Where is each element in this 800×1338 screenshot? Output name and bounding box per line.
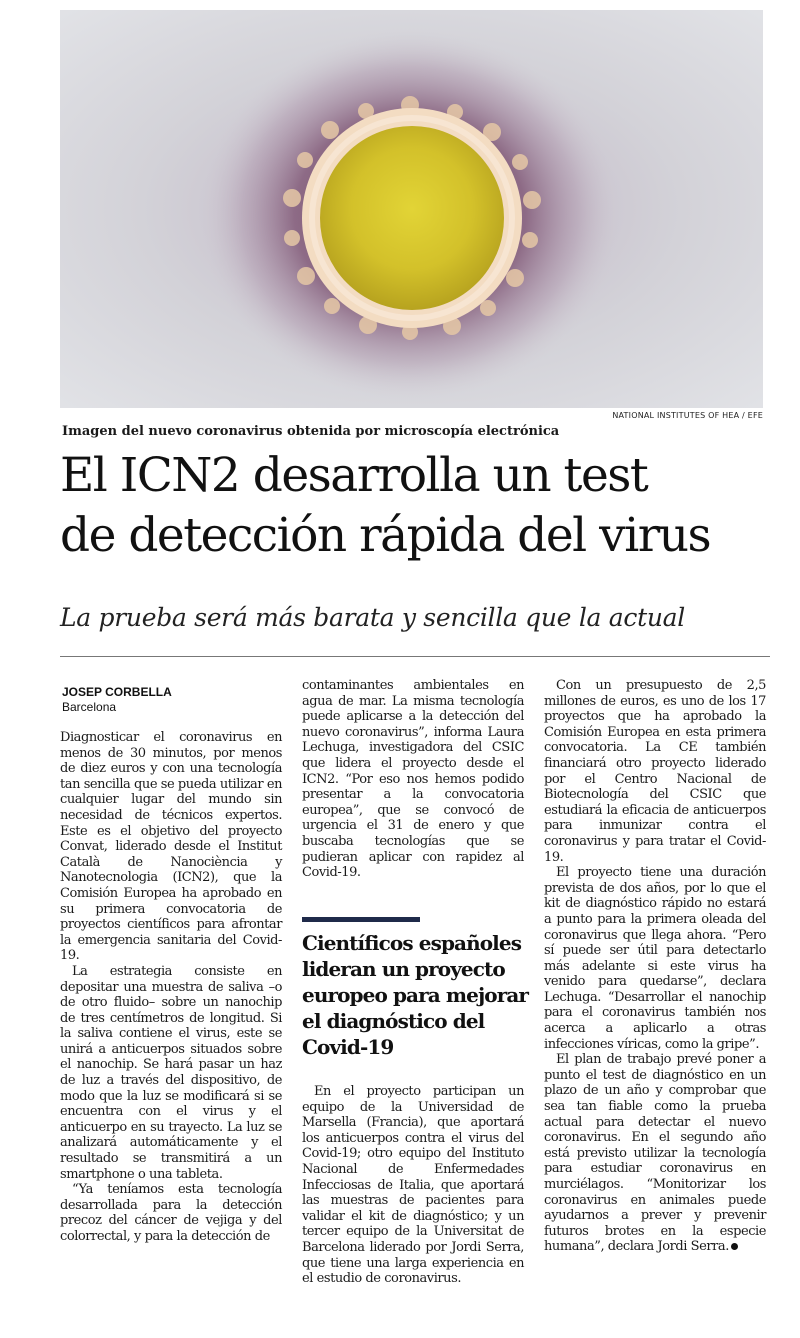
virus-illustration <box>60 10 763 408</box>
sidebar-title-line: el diagnóstico del <box>302 1009 485 1033</box>
sidebar-title-line: lideran un proyecto <box>302 957 505 981</box>
sidebar-title <box>302 930 532 1060</box>
headline-line-2: de detección rápida del virus <box>60 508 711 563</box>
sidebar-title-line: europeo para mejorar <box>302 983 529 1007</box>
subheadline: La prueba será más barata y sencilla que la actual <box>60 603 685 632</box>
paragraph: En el proyecto participan un equipo de la Universidad de Marsella (Francia), que aportará los anticuerpos contra el virus del Covid-19; otro equipo del Instituto Nacional de Enfermedades Infecciosas de Italia, que aportará las muestras de pacientes para validar el kit de diagnóstico; y un tercer equipo de la Universitat de Barcelona liderado por Jordi Serra, que tiene una larga experiencia en el estudio de coronavirus. <box>302 1084 524 1287</box>
paragraph: La estrategia consiste en depositar una muestra de saliva –o de otro fluido– sobre un nanochip de tres centímetros de longitud. Si la saliva contiene el virus, este se unirá a anticuerpos situados sobre el nanochip. Se hará pasar un haz de luz a través del dispositivo, de modo que la luz se modificará si se encuentra con el virus y el anticuerpo en su trayecto. La luz se analizará automáticamente y el resultado se transmitirá a un smartphone o una tableta. <box>60 963 282 1182</box>
paragraph: Con un presupuesto de 2,5 millones de euros, es uno de los 17 proyectos que ha aprobado la Comisión Europea en esta primera convocatoria. La CE también financiará otro proyecto liderado por el Centro Nacional de Biotecnología del CSIC que estudiará la eficacia de anticuerpos para inmunizar contra el coronavirus y para tratar el Covid-19. <box>544 678 766 865</box>
coronavirus-micrograph <box>60 10 763 408</box>
paragraph: Diagnosticar el coronavirus en menos de 30 minutos, por menos de diez euros y con una tecnología tan sencilla que se pueda utilizar en cualquier lugar del mundo sin necesidad de técnicos expertos. Este es el objetivo del proyecto Convat, liderado desde el Institut Català de Nanociència y Nanotecnologia (ICN2), que la Comisión Europea ha aprobado en su primera convocatoria de proyectos científicos para afrontar la emergencia sanitaria del Covid-19. <box>60 730 282 964</box>
headline-line-1: El ICN2 desarrolla un test <box>60 448 648 503</box>
column-3 <box>544 678 766 1255</box>
headline <box>60 446 770 566</box>
divider <box>60 656 770 657</box>
byline-place: Barcelona <box>62 700 117 714</box>
column-1 <box>60 730 282 1245</box>
byline-author: JOSEP CORBELLA <box>62 685 172 699</box>
sidebar-text <box>302 1084 524 1287</box>
sidebar-title-line: Covid-19 <box>302 1035 394 1059</box>
sidebar-title-line: Científicos españoles <box>302 931 522 955</box>
end-mark-icon <box>731 1243 738 1250</box>
paragraph: contaminantes ambientales en agua de mar. La misma tecnología puede aplicarse a la detección del nuevo coronavirus”, informa Laura Lechuga, investigadora del CSIC que lidera el proyecto desde el ICN2. “Por eso nos hemos podido presentar a la convocatoria europea”, que se convocó de urgencia el 31 de enero y que buscaba tecnologías que se pudieran aplicar con rapidez al Covid-19. <box>302 678 524 881</box>
paragraph: El proyecto tiene una duración prevista de dos años, por lo que el kit de diagnóstico rápido no estará a punto para la primera oleada del coronavirus que llega ahora. “Pero sí puede ser útil para detectarlo más adelante si este virus ha venido para quedarse”, declara Lechuga. “Desarrollar el nanochip para el coronavirus también nos acerca a aplicarlo a otras infecciones víricas, como la gripe”. <box>544 865 766 1052</box>
sidebar-accent-bar <box>302 917 420 922</box>
paragraph <box>544 1052 766 1255</box>
column-2 <box>302 678 524 881</box>
paragraph-text: El plan de trabajo prevé poner a punto el test de diagnóstico en un plazo de un año y comprobar que sea tan fiable como la prueba actual para detectar el nuevo coronavirus. En el segundo año está previsto utilizar la tecnología para estudiar coronavirus en murciélagos. “Monitorizar los coronavirus en animales puede ayudarnos a prever y prevenir futuros brotes en la especie humana”, declara Jordi Serra. <box>544 1052 766 1255</box>
photo-caption: Imagen del nuevo coronavirus obtenida por microscopía electrónica <box>62 424 560 439</box>
paragraph: “Ya teníamos esta tecnología desarrollada para la detección precoz del cáncer de vejiga y del colorrectal, y para la detección de <box>60 1182 282 1244</box>
photo-credit: NATIONAL INSTITUTES OF HEA / EFE <box>612 411 763 420</box>
